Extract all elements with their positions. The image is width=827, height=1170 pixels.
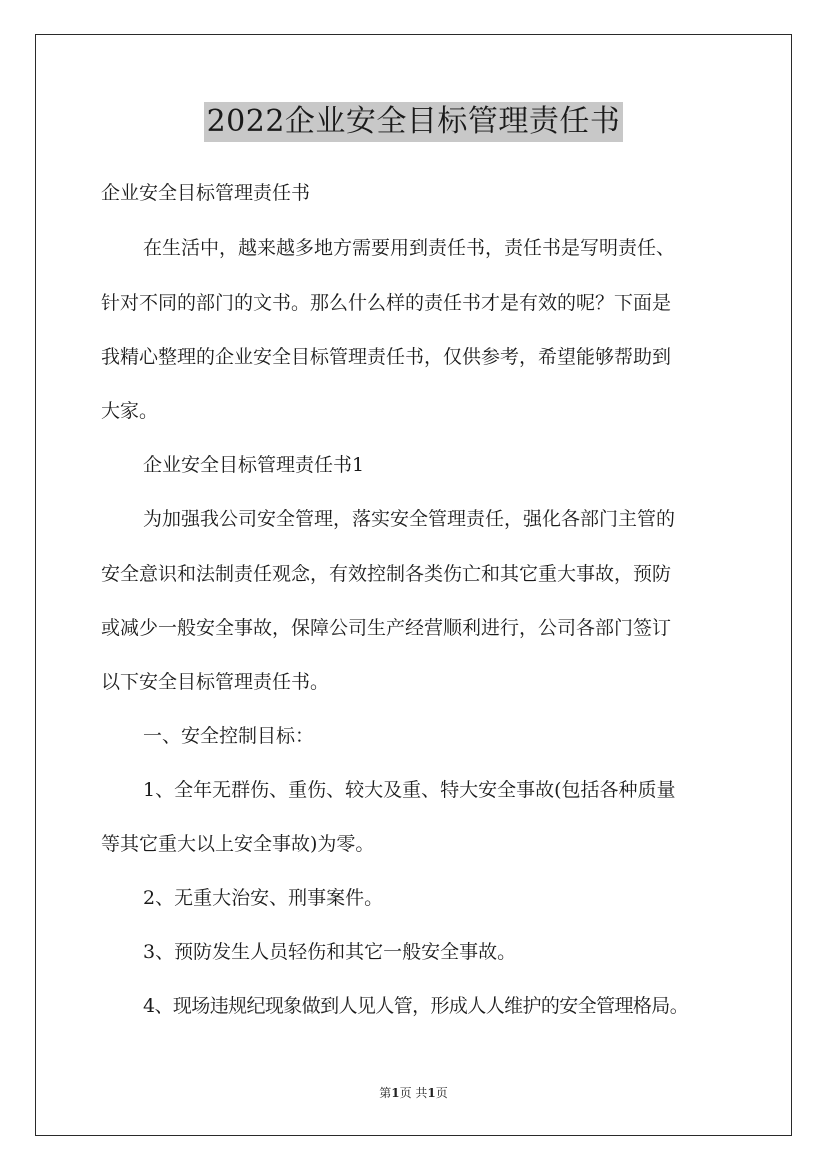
footer-page-suffix: 页 <box>435 1086 448 1100</box>
list-item: 3、预防发生人员轻伤和其它一般安全事故。 <box>143 941 517 963</box>
footer-page-total: 1 <box>427 1086 436 1100</box>
paragraph-line: 为加强我公司安全管理，落实安全管理责任，强化各部门主管的 <box>143 508 676 530</box>
section-heading: 企业安全目标管理责任书1 <box>143 454 365 476</box>
paragraph-line: 针对不同的部门的文书。那么什么样的责任书才是有效的呢？下面是 <box>101 292 672 314</box>
paragraph-line: 大家。 <box>101 400 159 422</box>
footer-page-current: 1 <box>391 1086 400 1100</box>
paragraph-line: 在生活中，越来越多地方需要用到责任书，责任书是写明责任、 <box>143 237 676 259</box>
list-item: 2、无重大治安、刑事案件。 <box>143 887 384 909</box>
paragraph-line: 以下安全目标管理责任书。 <box>101 671 330 693</box>
paragraph-line: 安全意识和法制责任观念，有效控制各类伤亡和其它重大事故，预防 <box>101 563 672 585</box>
paragraph-line: 或减少一般安全事故，保障公司生产经营顺利进行，公司各部门签订 <box>101 617 672 639</box>
document-title: 2022企业安全目标管理责任书 <box>204 102 624 142</box>
subtitle-line: 企业安全目标管理责任书 <box>101 182 311 204</box>
title-container <box>0 102 827 142</box>
list-item-continuation: 等其它重大以上安全事故)为零。 <box>101 833 375 855</box>
list-item: 1、全年无群伤、重伤、较大及重、特大安全事故(包括各种质量 <box>143 779 676 801</box>
footer-page-prefix: 第 <box>379 1086 392 1100</box>
list-item: 4、现场违规纪现象做到人见人管，形成人人维护的安全管理格局。 <box>143 995 689 1017</box>
paragraph-line: 我精心整理的企业安全目标管理责任书，仅供参考，希望能够帮助到 <box>101 346 672 368</box>
footer-page-mid: 页 共 <box>399 1086 428 1100</box>
section-heading: 一、安全控制目标： <box>143 725 315 747</box>
page-footer <box>0 1084 827 1101</box>
